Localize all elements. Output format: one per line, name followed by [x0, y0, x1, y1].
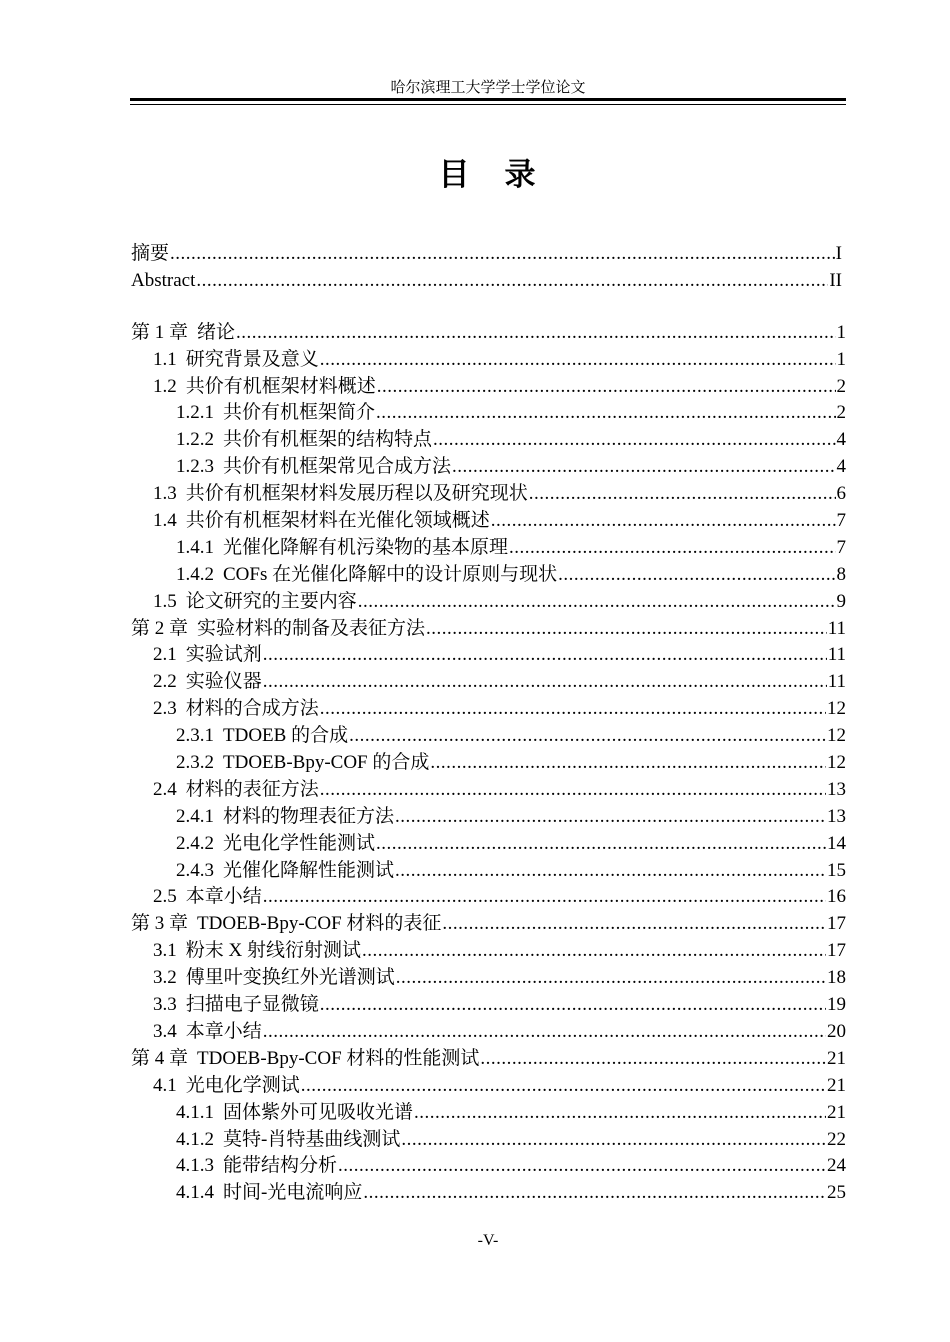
toc-entry-title: 共价有机框架简介 — [223, 402, 376, 424]
toc-leader-dots — [320, 347, 836, 374]
toc-entry-number: 1.4.2 — [176, 563, 214, 585]
toc-entry-title: 本章小结 — [185, 1020, 262, 1042]
toc-entry[interactable] — [131, 642, 846, 669]
toc-entry[interactable] — [131, 696, 846, 723]
toc-entry-page: 11 — [827, 644, 846, 666]
toc-entry-number: 2.4.2 — [176, 832, 214, 854]
toc-leader-dots — [401, 1127, 826, 1154]
toc-entry-page: 24 — [827, 1155, 846, 1177]
toc-entry-page: 21 — [827, 1101, 846, 1123]
toc-entry-title: TDOEB 的合成 — [223, 725, 349, 747]
toc-entry-page: 11 — [827, 671, 846, 693]
toc-entry[interactable] — [131, 884, 846, 911]
toc-entry[interactable] — [131, 777, 846, 804]
toc-entry-title: 材料的表征方法 — [185, 778, 319, 800]
toc-entry-title: 共价有机框架材料在光催化领域概述 — [185, 510, 490, 532]
toc-entry[interactable] — [131, 1073, 846, 1100]
toc-entry-number: 第 4 章 — [131, 1047, 189, 1069]
toc-entry-page: 22 — [827, 1128, 846, 1150]
toc-leader-dots — [263, 884, 826, 911]
toc-entry-page: II — [829, 269, 842, 291]
toc-entry-page: 12 — [827, 698, 846, 720]
toc-leader-dots — [263, 1019, 826, 1046]
toc-entry-page: 2 — [836, 402, 846, 424]
toc-entry-title: 材料的合成方法 — [185, 698, 319, 720]
toc-title: 目 录 — [438, 157, 538, 192]
toc-entry-page: 14 — [827, 832, 846, 854]
toc-entry-page: I — [835, 243, 842, 264]
toc-entry[interactable] — [131, 374, 846, 401]
toc-entry-number: 2.2 — [153, 671, 177, 693]
toc-entry-title: Abstract — [131, 269, 196, 291]
toc-entry-number: 3.2 — [153, 967, 177, 989]
toc-entry-page: 13 — [827, 805, 846, 827]
toc-entry-title: 论文研究的主要内容 — [185, 590, 357, 612]
toc-entry-page: 12 — [827, 752, 846, 774]
header-rule-thick — [130, 98, 846, 101]
toc-entry[interactable] — [131, 858, 846, 885]
toc-leader-dots — [362, 938, 826, 965]
toc-entry-title: 绪论 — [197, 321, 236, 343]
toc-entry-page: 8 — [836, 563, 846, 585]
toc-entry[interactable] — [131, 723, 846, 750]
toc-leader-dots — [430, 750, 826, 777]
toc-entry-number: 2.3.1 — [176, 725, 214, 747]
toc-entry[interactable] — [131, 750, 846, 777]
toc-entry-number: 2.3.2 — [176, 752, 214, 774]
toc-entry-number: 2.4 — [153, 778, 177, 800]
toc-entry-number: 3.4 — [153, 1020, 177, 1042]
toc-entry-number: 1.3 — [153, 483, 177, 505]
toc-entry-number: 1.4 — [153, 510, 177, 532]
toc-entry[interactable] — [131, 804, 846, 831]
toc-leader-dots — [196, 268, 828, 295]
toc-entry[interactable] — [131, 1019, 846, 1046]
toc-leader-dots — [263, 669, 827, 696]
toc-entry-page: 13 — [827, 778, 846, 800]
toc-leader-dots — [236, 320, 835, 347]
toc-entry-number: 第 1 章 — [131, 321, 189, 343]
toc-entry-title: 固体紫外可见吸收光谱 — [223, 1101, 414, 1123]
toc-entry-number: 第 2 章 — [131, 617, 189, 639]
toc-entry-number: 1.2.2 — [176, 429, 214, 451]
toc-entry-page: 20 — [827, 1020, 846, 1042]
toc-entry-page: 12 — [827, 725, 846, 747]
toc-entry-title: 实验试剂 — [185, 644, 262, 666]
toc-entry-number: 1.5 — [153, 590, 177, 612]
toc-entry-page: 9 — [836, 590, 846, 612]
toc-entry-title: 光电化学测试 — [185, 1074, 300, 1096]
toc-entry-page: 7 — [836, 536, 846, 558]
toc-entry-number: 1.4.1 — [176, 536, 214, 558]
toc-entry[interactable] — [131, 320, 846, 347]
toc-entry[interactable] — [131, 911, 846, 938]
toc-entry-number: 4.1.1 — [176, 1101, 214, 1123]
toc-leader-dots — [395, 804, 826, 831]
toc-leader-dots — [301, 1073, 826, 1100]
toc-entry-number: 1.2.3 — [176, 456, 214, 478]
toc-entry-page: 15 — [827, 859, 846, 881]
toc-leader-dots — [558, 562, 835, 589]
toc-entry-number: 2.5 — [153, 886, 177, 908]
toc-entry-number: 3.3 — [153, 994, 177, 1016]
toc-leader-dots — [426, 616, 827, 643]
toc-entry[interactable] — [131, 347, 846, 374]
toc-leader-dots — [377, 374, 836, 401]
toc-leader-dots — [376, 400, 835, 427]
toc-leader-dots — [338, 1153, 826, 1180]
toc-entry-page: 17 — [827, 940, 846, 962]
toc-entry-page: 18 — [827, 967, 846, 989]
page-number: -V- — [477, 1232, 499, 1249]
toc-entry[interactable] — [131, 1100, 846, 1127]
toc-entry[interactable] — [131, 616, 846, 643]
toc-entry[interactable] — [131, 938, 846, 965]
running-header: 哈尔滨理工大学学士学位论文 — [390, 80, 586, 96]
toc-entry[interactable] — [131, 669, 846, 696]
toc-leader-dots — [414, 1100, 826, 1127]
toc-entry[interactable] — [131, 965, 846, 992]
toc-entry[interactable] — [131, 400, 846, 427]
toc-entry[interactable] — [131, 1180, 846, 1207]
toc-leader-dots — [491, 508, 836, 535]
toc-entry[interactable] — [131, 481, 846, 508]
toc-leader-dots — [529, 481, 836, 508]
toc-leader-dots — [452, 454, 835, 481]
toc-entry-title: COFs 在光催化降解中的设计原则与现状 — [223, 563, 558, 585]
toc-entry-number: 2.4.3 — [176, 859, 214, 881]
toc-leader-dots — [376, 831, 826, 858]
toc-leader-dots — [263, 642, 827, 669]
toc-entry-number: 2.1 — [153, 644, 177, 666]
toc-entry-title: 光催化降解性能测试 — [223, 859, 395, 881]
toc-entry-page: 25 — [827, 1182, 846, 1204]
toc-entry[interactable] — [131, 1046, 846, 1073]
table-of-contents — [131, 241, 846, 1207]
toc-entry-number: 2.3 — [153, 698, 177, 720]
toc-entry[interactable] — [131, 241, 846, 268]
toc-entry-page: 6 — [836, 483, 846, 505]
toc-entry-title: 实验材料的制备及表征方法 — [197, 617, 426, 639]
toc-entry-number: 2.4.1 — [176, 805, 214, 827]
toc-entry-title: 扫描电子显微镜 — [185, 994, 319, 1016]
toc-entry-title: TDOEB-Bpy-COF 材料的性能测试 — [197, 1047, 480, 1069]
toc-entry[interactable] — [131, 992, 846, 1019]
toc-leader-dots — [509, 535, 835, 562]
toc-entry-page: 16 — [827, 886, 846, 908]
toc-entry-title: 研究背景及意义 — [185, 348, 319, 370]
toc-entry-number: 4.1 — [153, 1074, 177, 1096]
toc-entry-title: 摘要 — [131, 243, 170, 264]
toc-leader-dots — [480, 1046, 826, 1073]
toc-leader-dots — [320, 777, 826, 804]
toc-entry-title: 共价有机框架材料发展历程以及研究现状 — [185, 483, 528, 505]
toc-entry[interactable] — [131, 427, 846, 454]
toc-entry-page: 21 — [827, 1047, 846, 1069]
toc-entry[interactable] — [131, 454, 846, 481]
toc-entry-title: 共价有机框架常见合成方法 — [223, 456, 452, 478]
toc-entry-title: 实验仪器 — [185, 671, 262, 693]
toc-entry-title: 材料的物理表征方法 — [223, 805, 395, 827]
toc-entry-page: 11 — [827, 617, 846, 639]
toc-entry-number: 4.1.3 — [176, 1155, 214, 1177]
toc-entry-page: 17 — [827, 913, 846, 935]
toc-entry-page: 7 — [836, 510, 846, 532]
toc-entry-title: 共价有机框架的结构特点 — [223, 429, 433, 451]
toc-entry-number: 1.1 — [153, 348, 177, 370]
toc-entry[interactable] — [131, 1127, 846, 1154]
toc-leader-dots — [363, 1180, 826, 1207]
toc-entry-page: 19 — [827, 994, 846, 1016]
toc-entry-title: TDOEB-Bpy-COF 材料的表征 — [197, 913, 442, 935]
toc-entry-number: 1.2 — [153, 375, 177, 397]
toc-entry[interactable] — [131, 508, 846, 535]
toc-entry[interactable] — [131, 589, 846, 616]
toc-entry-page: 4 — [836, 429, 846, 451]
toc-entry-page: 1 — [836, 348, 846, 370]
toc-entry-title: 光催化降解有机污染物的基本原理 — [223, 536, 509, 558]
toc-entry-page: 21 — [827, 1074, 846, 1096]
toc-entry-number: 4.1.2 — [176, 1128, 214, 1150]
toc-entry-title: 傅里叶变换红外光谱测试 — [185, 967, 395, 989]
header-rule-thin — [130, 104, 846, 105]
toc-leader-dots — [320, 992, 826, 1019]
toc-entry[interactable] — [131, 268, 846, 295]
toc-entry-number: 1.2.1 — [176, 402, 214, 424]
toc-leader-dots — [442, 911, 826, 938]
toc-entry-page: 2 — [836, 375, 846, 397]
toc-entry-number: 第 3 章 — [131, 913, 189, 935]
toc-entry-title: 光电化学性能测试 — [223, 832, 376, 854]
toc-entry-title: 莫特-肖特基曲线测试 — [223, 1128, 401, 1150]
toc-leader-dots — [358, 589, 836, 616]
toc-entry[interactable] — [131, 831, 846, 858]
toc-leader-dots — [349, 723, 826, 750]
toc-entry[interactable] — [131, 562, 846, 589]
toc-leader-dots — [396, 965, 826, 992]
toc-entry-title: 能带结构分析 — [223, 1155, 338, 1177]
toc-entry[interactable] — [131, 1153, 846, 1180]
toc-leader-dots — [395, 858, 826, 885]
toc-leader-dots — [433, 427, 835, 454]
toc-leader-dots — [170, 241, 835, 268]
toc-entry-title: 本章小结 — [185, 886, 262, 908]
toc-entry-page: 4 — [836, 456, 846, 478]
toc-entry-title: 时间-光电流响应 — [223, 1182, 363, 1204]
toc-entry-title: 共价有机框架材料概述 — [185, 375, 376, 397]
toc-entry-title: TDOEB-Bpy-COF 的合成 — [223, 752, 430, 774]
toc-entry-title: 粉末 X 射线衍射测试 — [185, 940, 361, 962]
toc-leader-dots — [320, 696, 826, 723]
toc-entry[interactable] — [131, 535, 846, 562]
toc-entry-page: 1 — [836, 321, 846, 343]
toc-entry-number: 4.1.4 — [176, 1182, 214, 1204]
toc-entry-number: 3.1 — [153, 940, 177, 962]
